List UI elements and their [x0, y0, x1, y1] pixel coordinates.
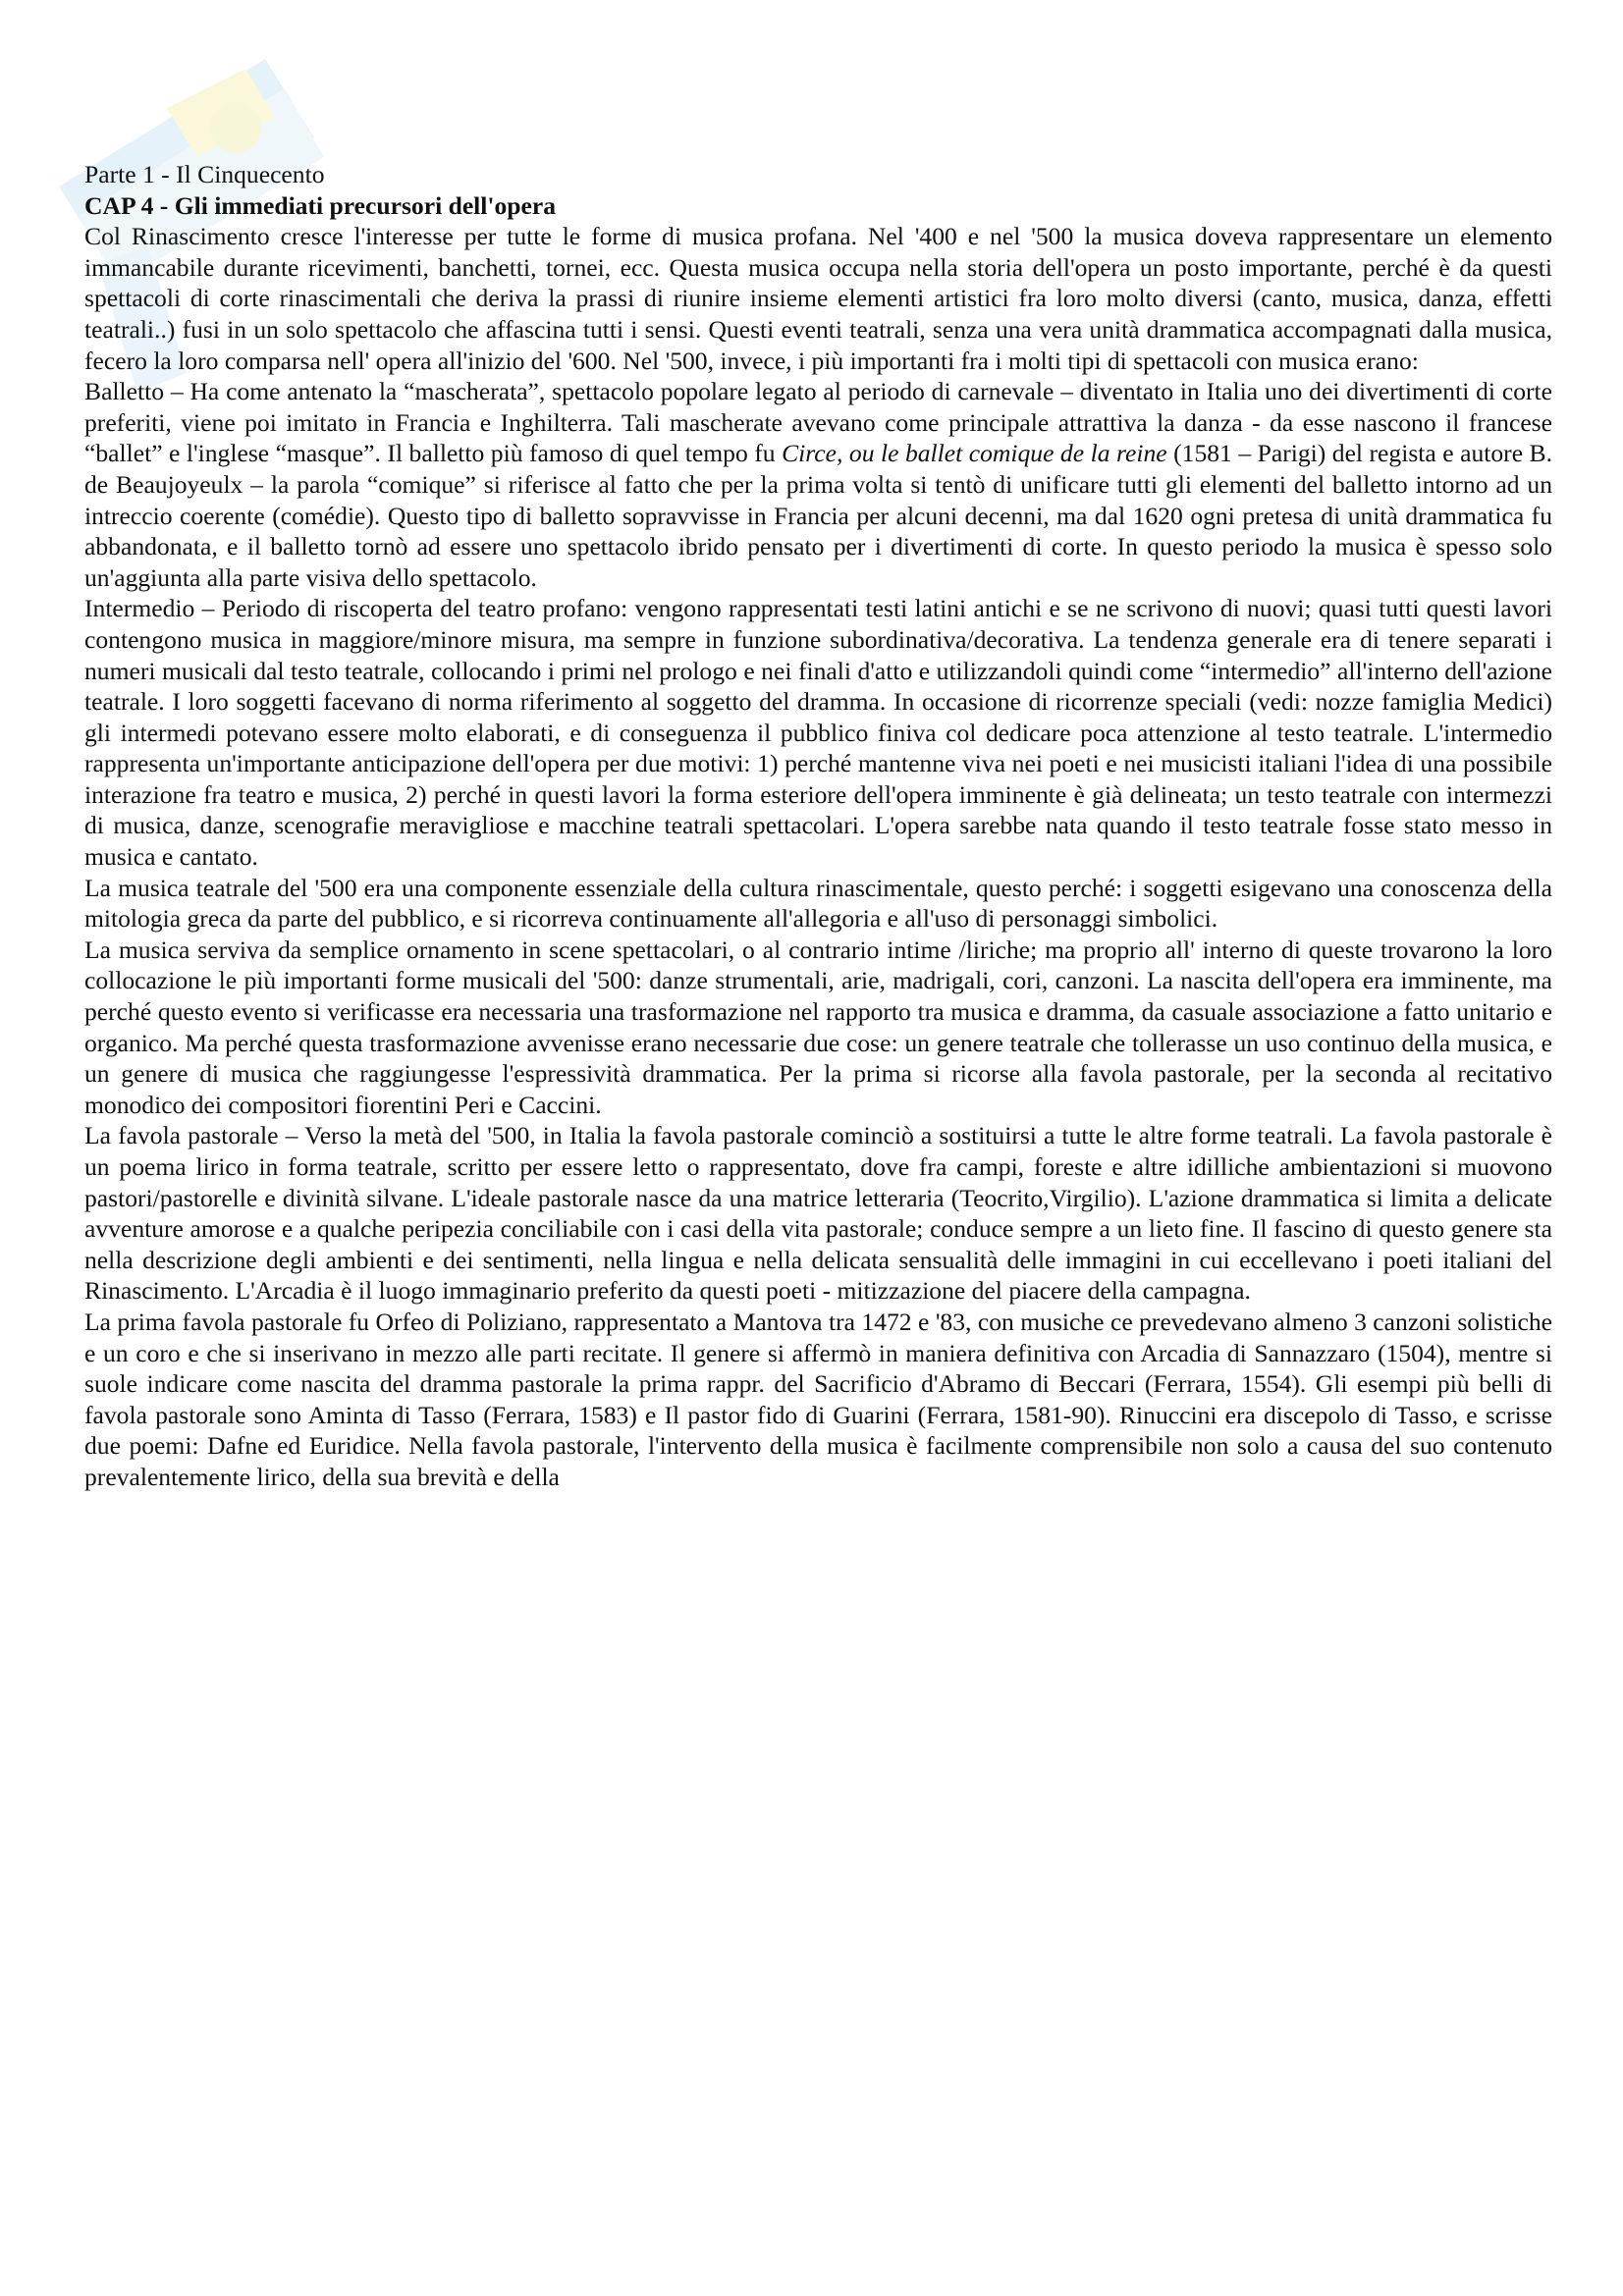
- paragraph-balletto-text-b: (1581 – Parigi) del regista e autore B. de Beaujoyeulx – la parola “comique” si riferisce al fatto che per la prima volta si tentò di unificare tutti gli elementi del balletto intorno ad un intreccio coerente (comédie). Questo tipo di balletto sopravvisse in Francia per alcuni decenni, ma dal 1620 ogni pretesa di unità drammatica fu abbandonata, e il balletto tornò ad essere uno spettacolo ibrido pensato per i divertimenti di corte. In questo periodo la musica è spesso solo un'aggiunta alla parte visiva dello spettacolo.: [84, 439, 1553, 592]
- paragraph-musica-teatrale: La musica teatrale del '500 era una componente essenziale della cultura rinascimentale, questo perché: i soggetti esigevano una conoscenza della mitologia greca da parte del pubblico, e si ricorreva continuamente all'allegoria e all'uso di personaggi simbolici.: [84, 873, 1552, 934]
- paragraph-musica-ornamento: La musica serviva da semplice ornamento in scene spettacolari, o al contrario intime /liriche; ma proprio all' interno di queste trovarono la loro collocazione le più importanti forme musicali del '500: danze strumentali, arie, madrigali, cori, canzoni. La nascita dell'opera era imminente, ma perché questo evento si verificasse era necessaria una trasformazione nel rapporto tra musica e dramma, da casuale associazione a fatto unitario e organico. Ma perché questa trasformazione avvenisse erano necessarie due cose: un genere teatrale che tollerasse un uso continuo della musica, e un genere di musica che raggiungesse l'espressività drammatica. Per la prima si ricorse alla favola pastorale, per la seconda al recitativo monodico dei compositori fiorentini Peri e Caccini.: [84, 934, 1552, 1119]
- paragraph-intermedio: Intermedio – Periodo di riscoperta del teatro profano: vengono rappresentati testi latini antichi e se ne scrivono di nuovi; quasi tutti questi lavori contengono musica in maggiore/minore misura, ma sempre in funzione subordinativa/decorativa. La tendenza generale era di tenere separati i numeri musicali dal testo teatrale, collocando i primi nel prologo e nei finali d'atto e utilizzandoli quindi come “intermedio” all'interno dell'azione teatrale. I loro soggetti facevano di norma riferimento al soggetto del dramma. In occasione di ricorrenze speciali (vedi: nozze famiglia Medici) gli intermedi potevano essere molto elaborati, e di conseguenza il pubblico finiva col dedicare poca attenzione al testo teatrale. L'intermedio rappresenta un'importante anticipazione dell'opera per due motivi: 1) perché mantenne viva nei poeti e nei musicisti italiani l'idea di una possibile interazione fra teatro e musica, 2) perché in questi lavori la forma esteriore dell'opera imminente è già delineata; un testo teatrale con intermezzi di musica, danze, scenografie meravigliose e macchine teatrali spettacolari. L'opera sarebbe nata quando il testo teatrale fosse stato messo in musica e cantato.: [84, 594, 1552, 872]
- work-title-circe: Circe, ou le ballet comique de la reine: [782, 439, 1167, 468]
- paragraph-prima-favola: La prima favola pastorale fu Orfeo di Poliziano, rappresentato a Mantova tra 1472 e '83, con musiche ce prevedevano almeno 3 canzoni solistiche e un coro e che si inserivano in mezzo alle parti recitate. Il genere si affermò in maniera definitiva con Arcadia di Sannazzaro (1504), mentre si suole indicare come nascita del dramma pastorale la prima rappr. del Sacrificio d'Abramo di Beccari (Ferrara, 1554). Gli esempi più belli di favola pastorale sono Aminta di Tasso (Ferrara, 1583) e Il pastor fido di Guarini (Ferrara, 1581-90). Rinuccini era discepolo di Tasso, e scrisse due poemi: Dafne ed Euridice. Nella favola pastorale, l'intervento della musica è facilmente comprensibile non solo a causa del suo contenuto prevalentemente lirico, della sua brevità e della: [84, 1307, 1552, 1491]
- chapter-title: CAP 4 - Gli immediati precursori dell'opera: [84, 190, 557, 220]
- paragraph-favola-pastorale: La favola pastorale – Verso la metà del '500, in Italia la favola pastorale cominciò a sostituirsi a tutte le altre forme teatrali. La favola pastorale è un poema lirico in forma teatrale, scritto per essere letto o rappresentato, dove fra campi, foreste e altre idilliche ambientazioni si muovono pastori/pastorelle e divinità silvane. L'ideale pastorale nasce da una matrice letteraria (Teocrito,Virgilio). L'azione drammatica si limita a delicate avventure amorose e a qualche peripezia conciliabile con i casi della vita pastorale; conduce sempre a un lieto fine. Il fascino di questo genere sta nella descrizione degli ambienti e dei sentimenti, nella lingua e nella delicata sensualità delle immagini in cui eccellevano i poeti italiani del Rinascimento. L'Arcadia è il luogo immaginario preferito da questi poeti - mitizzazione del piacere della campagna.: [84, 1121, 1552, 1306]
- document-page: [84, 159, 1552, 1493]
- paragraph-balletto: [84, 376, 1552, 593]
- paragraph-intro: Col Rinascimento cresce l'interesse per tutte le forme di musica profana. Nel '400 e nel '500 la musica doveva rappresentare un elemento immancabile durante ricevimenti, banchetti, tornei, ecc. Questa musica occupa nella storia dell'opera un posto importante, perché è da questi spettacoli di corte rinascimentali che deriva la prassi di riunire insieme elementi artistici fra loro molto diversi (canto, musica, danza, effetti teatrali..) fusi in un solo spettacolo che affascina tutti i sensi. Questi eventi teatrali, senza una vera unità drammatica accompagnati dalla musica, fecero la loro comparsa nell' opera all'inizio del '600. Nel '500, invece, i più importanti fra i molti tipi di spettacoli con musica erano:: [84, 222, 1552, 375]
- part-heading: Parte 1 - Il Cinquecento: [84, 160, 325, 188]
- paragraph-balletto-text-a: Balletto – Ha come antenato la “mascherata”, spettacolo popolare legato al periodo di carnevale – diventato in Italia uno dei divertimenti di corte preferiti, viene poi imitato in Francia e Inghilterra. Tali mascherate avevano come principale attrattiva la danza - da esse nascono il francese “ballet” e l'inglese “masque”. Il balletto più famoso di quel tempo fu: [84, 377, 1552, 468]
